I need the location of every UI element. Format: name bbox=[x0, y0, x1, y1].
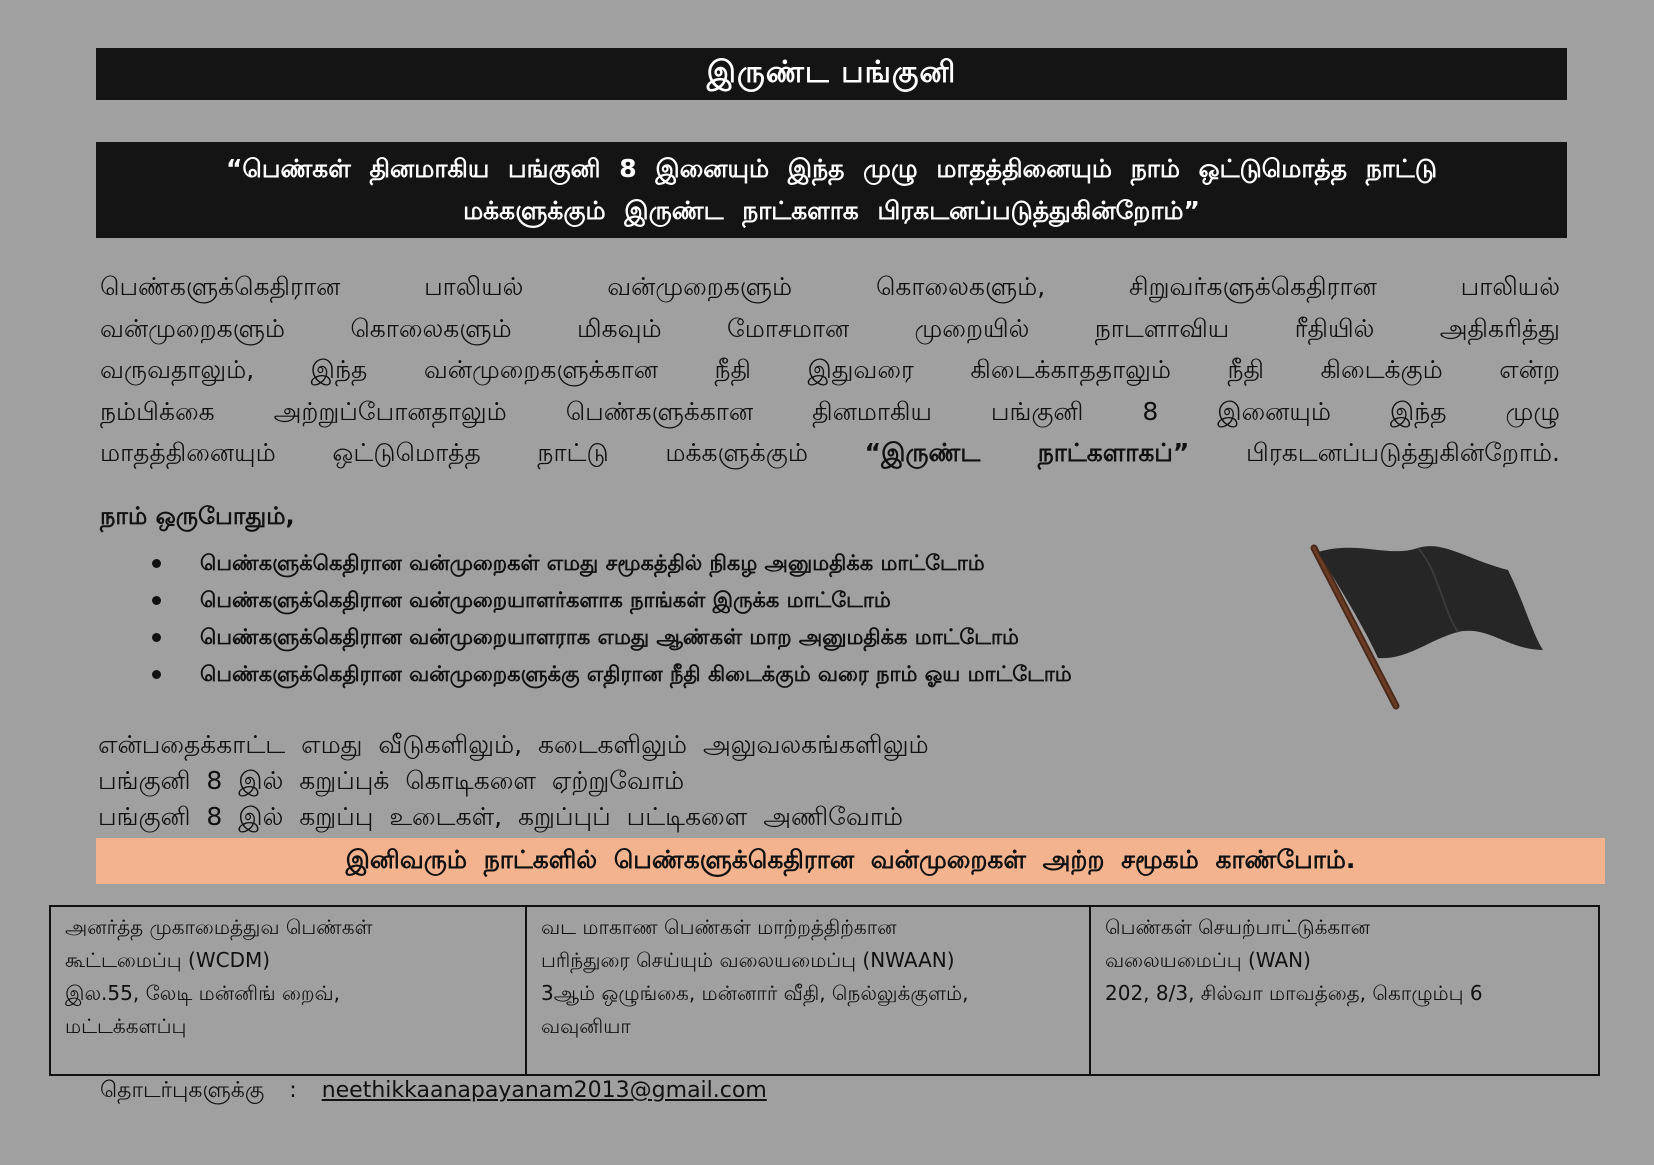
paragraph-line-3: வருவதாலும், இந்த வன்முறைகளுக்கான நீதி இதுவரை கிடைக்காததாலும் நீதி கிடைக்கும் என்ற bbox=[100, 355, 1560, 384]
list-item-text: பெண்களுக்கெதிரான வன்முறையாளர்களாக நாங்கள் இருக்க மாட்டோம் bbox=[200, 588, 891, 612]
closing-line-2: பங்குனி 8 இல் கறுப்புக் கொடிகளை ஏற்றுவோம் bbox=[98, 766, 685, 795]
paragraph-line-5-start: மாதத்தினையும் ஒட்டுமொத்த நாட்டு மக்களுக்கும் bbox=[100, 438, 808, 467]
org-line: கூட்டமைப்பு (WCDM) bbox=[65, 948, 271, 972]
bullet-icon bbox=[152, 596, 161, 605]
paragraph-line-5-bold: “இருண்ட நாட்களாகப்” bbox=[864, 438, 1190, 467]
list-item bbox=[150, 622, 1270, 652]
org-line: வட மாகாண பெண்கள் மாற்றத்திற்கான bbox=[541, 915, 897, 939]
black-flag-icon bbox=[1308, 540, 1548, 710]
list-item bbox=[150, 548, 1270, 578]
quote-line-1: “பெண்கள் தினமாகிய பங்குனி 8 இனையும் இந்த முழு மாதத்தினையும் நாம் ஒட்டுமொத்த நாட்டு bbox=[225, 154, 1438, 183]
quote-line-2: மக்களுக்கும் இருண்ட நாட்களாக பிரகடனப்படுத்துகின்றோம்” bbox=[463, 196, 1200, 225]
org-line: அனர்த்த முகாமைத்துவ பெண்கள் bbox=[65, 915, 373, 939]
never-heading: நாம் ஒருபோதும், bbox=[100, 502, 295, 530]
bullet-icon bbox=[152, 633, 161, 642]
org-line: வலையமைப்பு (WAN) bbox=[1105, 948, 1311, 972]
org-line: மட்டக்களப்பு bbox=[65, 1014, 187, 1038]
page-title: இருண்ட பங்குனி bbox=[706, 54, 957, 90]
quote-box bbox=[96, 142, 1567, 238]
pledge-list bbox=[150, 548, 1270, 696]
org-cell-nwaan bbox=[527, 907, 1091, 1074]
slogan-text: இனிவரும் நாட்களில் பெண்களுக்கெதிரான வன்முறைகள் அற்ற சமூகம் காண்போம். bbox=[345, 844, 1356, 874]
list-item-text: பெண்களுக்கெதிரான வன்முறையாளராக எமது ஆண்கள் மாற அனுமதிக்க மாட்டோம் bbox=[200, 625, 1019, 649]
list-item-text: பெண்களுக்கெதிரான வன்முறைகள் எமது சமூகத்தில் நிகழ அனுமதிக்க மாட்டோம் bbox=[200, 551, 985, 575]
title-bar bbox=[96, 48, 1567, 100]
closing-line-1: என்பதைக்காட்ட எமது வீடுகளிலும், கடைகளிலும் அலுவலகங்களிலும் bbox=[98, 730, 929, 759]
org-line: பெண்கள் செயற்பாட்டுக்கான bbox=[1105, 915, 1371, 939]
list-item bbox=[150, 585, 1270, 615]
paragraph-line-5-end: பிரகடனப்படுத்துகின்றோம். bbox=[1246, 438, 1560, 467]
contact-separator: : bbox=[289, 1078, 297, 1103]
contact-line bbox=[100, 1078, 767, 1106]
org-line: 3ஆம் ஒழுங்கை, மன்னார் வீதி, நெல்லுக்குளம், bbox=[541, 981, 969, 1005]
paragraph-line-4: நம்பிக்கை அற்றுப்போனதாலும் பெண்களுக்கான தினமாகிய பங்குனி 8 இனையும் இந்த முழு bbox=[100, 396, 1560, 426]
org-cell-wan bbox=[1091, 907, 1598, 1074]
paragraph-line-2: வன்முறைகளும் கொலைகளும் மிகவும் மோசமான முறையில் நாடளாவிய ரீதியில் அதிகரித்து bbox=[100, 313, 1560, 343]
bullet-icon bbox=[152, 670, 161, 679]
main-paragraph bbox=[100, 266, 1560, 474]
paragraph-line-5 bbox=[100, 432, 1560, 474]
bullet-icon bbox=[152, 559, 161, 568]
contact-email-link[interactable]: neethikkaanapayanam2013@gmail.com bbox=[321, 1078, 767, 1103]
slogan-banner bbox=[96, 838, 1605, 884]
org-line: இல.55, லேடி மன்னிங் றைவ், bbox=[65, 981, 340, 1005]
contact-label: தொடர்புகளுக்கு bbox=[100, 1078, 265, 1103]
closing-line-3: பங்குனி 8 இல் கறுப்பு உடைகள், கறுப்புப் பட்டிகளை அணிவோம் bbox=[98, 802, 904, 831]
org-line: வவுனியா bbox=[541, 1014, 631, 1038]
org-cell-wcdm bbox=[51, 907, 527, 1074]
list-item-text: பெண்களுக்கெதிரான வன்முறைகளுக்கு எதிரான நீதி கிடைக்கும் வரை நாம் ஓய மாட்டோம் bbox=[200, 662, 1072, 686]
organizations-table bbox=[49, 905, 1600, 1076]
org-line: பரிந்துரை செய்யும் வலையமைப்பு (NWAAN) bbox=[541, 948, 955, 972]
paragraph-line-1: பெண்களுக்கெதிரான பாலியல் வன்முறைகளும் கொலைகளும், சிறுவர்களுக்கெதிரான பாலியல் bbox=[100, 272, 1560, 301]
org-line: 202, 8/3, சில்வா மாவத்தை, கொழும்பு 6 bbox=[1105, 981, 1483, 1005]
list-item bbox=[150, 659, 1270, 689]
